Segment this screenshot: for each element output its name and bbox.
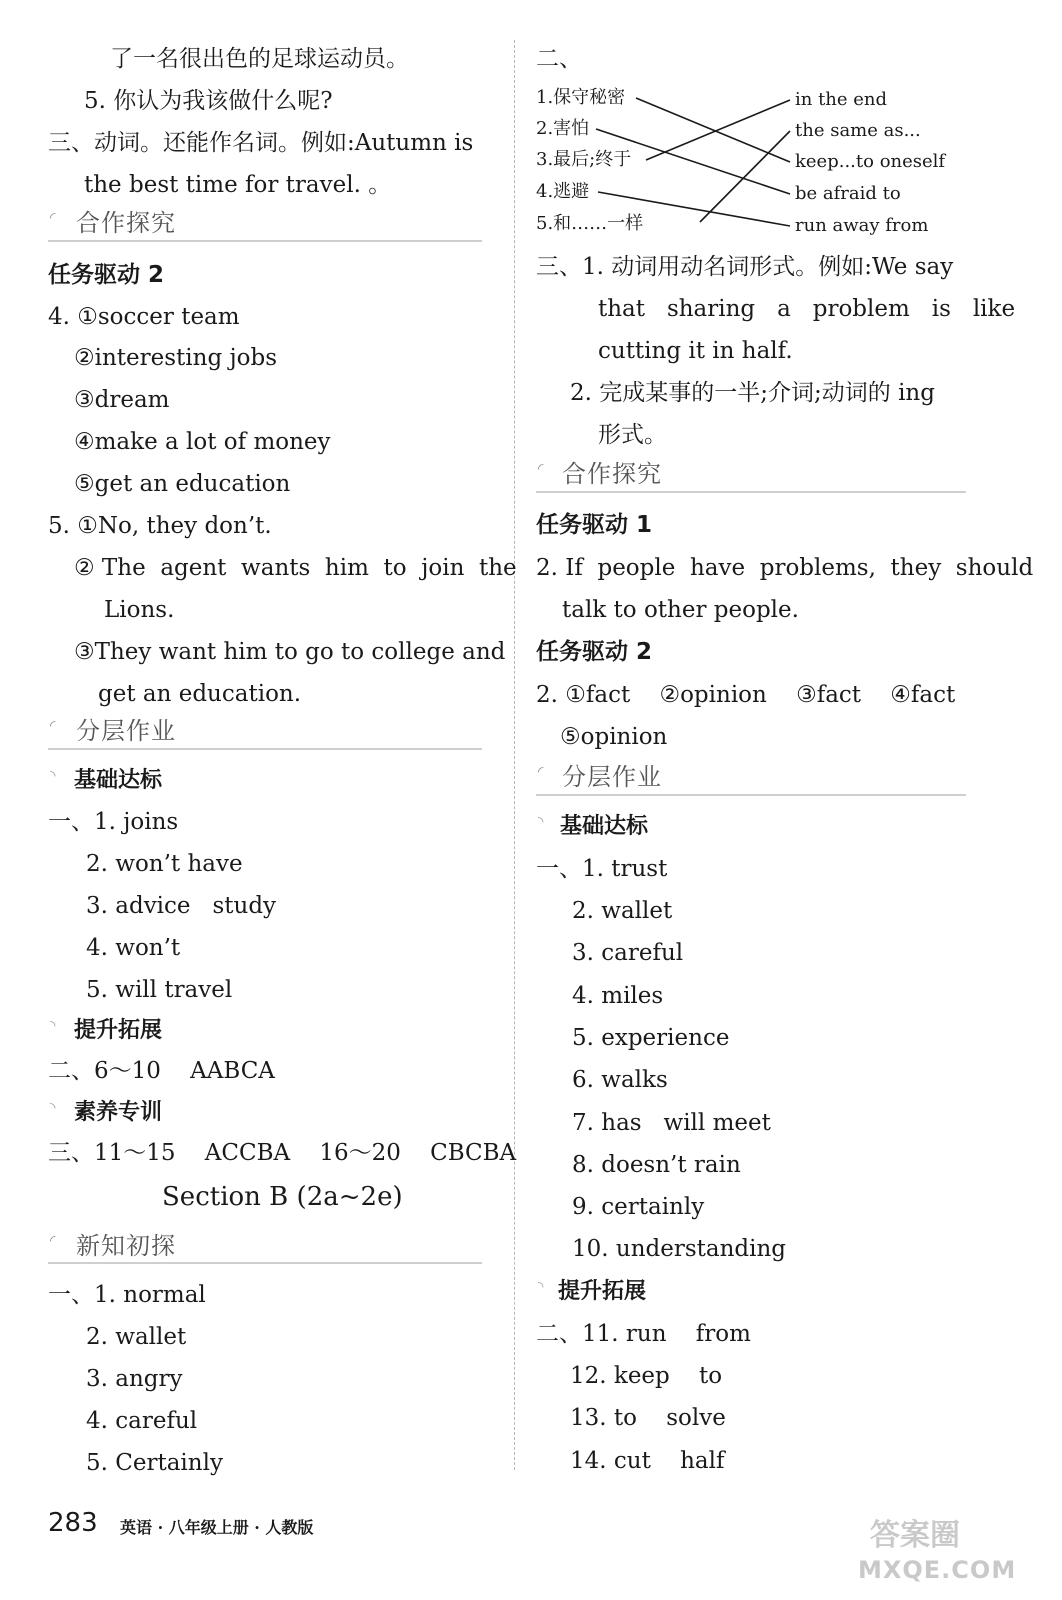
page-number: 283 xyxy=(48,1508,98,1538)
answer-line: 4. won’t xyxy=(86,935,181,961)
answer-line: 4. miles xyxy=(572,983,664,1009)
subsection-heading-extend: 提升拓展 xyxy=(558,1279,647,1304)
subsection-marker-icon: ◝ xyxy=(50,1018,56,1034)
text-line: 三、动词。还能作名词。例如:Autumn is xyxy=(48,130,474,156)
answer-line: 二、6～10 AABCA xyxy=(48,1058,275,1084)
answer-line: ⑤opinion xyxy=(560,724,668,750)
answer-line: 5. experience xyxy=(572,1025,730,1051)
answer-line: 7. has will meet xyxy=(572,1110,771,1136)
answer-line: ③They want him to go to college and xyxy=(74,639,506,665)
subsection-heading-basic: 基础达标 xyxy=(560,814,649,839)
watermark-logo: 答案圈 xyxy=(870,1518,960,1553)
answer-line: 三、11～15 ACCBA 16～20 CBCBA xyxy=(48,1140,517,1166)
answer-line: 2. wallet xyxy=(86,1324,187,1350)
section-marker-icon: ◜ xyxy=(50,1233,56,1249)
match-right-item: the same as... xyxy=(795,120,921,141)
subsection-heading-special: 素养专训 xyxy=(74,1100,163,1125)
match-right-item: in the end xyxy=(795,89,888,110)
answer-line: 5. will travel xyxy=(86,977,233,1003)
section-marker-icon: ◜ xyxy=(538,764,544,780)
section-rule xyxy=(536,794,966,796)
section-heading-cooperate: 合作探究 xyxy=(562,460,662,488)
section-marker-icon: ◜ xyxy=(50,210,56,226)
section-heading-homework: 分层作业 xyxy=(562,763,662,791)
subsection-heading-basic: 基础达标 xyxy=(74,768,163,793)
answer-line: 形式。 xyxy=(598,422,667,448)
answer-line: ⑤get an education xyxy=(74,471,291,497)
answer-line: 3. angry xyxy=(86,1366,183,1392)
match-left-item: 5.和……一样 xyxy=(536,213,644,234)
section-marker-icon: ◜ xyxy=(50,718,56,734)
answer-line: 2. won’t have xyxy=(86,851,243,877)
answer-line: 一、1. normal xyxy=(48,1282,206,1308)
answer-line: 5. ①No, they don’t. xyxy=(48,513,272,539)
subsection-heading-extend: 提升拓展 xyxy=(74,1018,163,1043)
answer-line: 2. wallet xyxy=(572,898,673,924)
answer-line: 4. careful xyxy=(86,1408,198,1434)
matching-lines xyxy=(0,0,1062,260)
match-line xyxy=(598,192,790,226)
answer-line: 2. If people have problems, they should xyxy=(536,555,1034,581)
watermark-url: MXQE.COM xyxy=(858,1556,1017,1584)
answer-line: cutting it in half. xyxy=(598,338,793,364)
match-line xyxy=(636,98,790,162)
answer-line: 14. cut half xyxy=(570,1448,725,1474)
task-heading: 任务驱动 2 xyxy=(536,639,653,665)
task-heading: 任务驱动 2 xyxy=(48,262,165,288)
section-rule xyxy=(48,1262,482,1264)
answer-line: that sharing a problem is like xyxy=(598,296,1016,322)
match-line xyxy=(700,131,790,222)
answer-line: Lions. xyxy=(104,597,175,623)
answer-line: 2. 完成某事的一半;介词;动词的 ing xyxy=(570,380,935,406)
match-left-item: 2.害怕 xyxy=(536,118,590,139)
answer-line: 三、1. 动词用动名词形式。例如:We say xyxy=(536,254,954,280)
answer-line: 2. ①fact ②opinion ③fact ④fact xyxy=(536,682,956,708)
answer-line: ② The agent wants him to join the xyxy=(74,555,517,581)
answer-line: 3. careful xyxy=(572,940,684,966)
book-title: 英语 · 八年级上册 · 人教版 xyxy=(120,1518,314,1537)
answer-line: 6. walks xyxy=(572,1067,668,1093)
answer-line: 12. keep to xyxy=(570,1363,723,1389)
answer-line: 4. ①soccer team xyxy=(48,304,240,330)
answer-line: 5. Certainly xyxy=(86,1450,223,1476)
section-heading-homework: 分层作业 xyxy=(76,717,176,745)
match-line xyxy=(646,100,790,160)
match-left-item: 4.逃避 xyxy=(536,181,590,202)
subsection-marker-icon: ◝ xyxy=(538,814,544,830)
section-heading-cooperate: 合作探究 xyxy=(76,209,176,237)
section-rule xyxy=(48,748,482,750)
answer-line: talk to other people. xyxy=(562,597,799,623)
text-line: 5. 你认为我该做什么呢? xyxy=(84,88,333,114)
answer-line: 10. understanding xyxy=(572,1236,787,1262)
text-line: the best time for travel. 。 xyxy=(84,172,392,198)
answer-line: ③dream xyxy=(74,387,170,413)
section-marker-icon: ◜ xyxy=(538,461,544,477)
answer-line: 3. advice study xyxy=(86,893,277,919)
answer-line: 一、1. trust xyxy=(536,856,668,882)
answer-line: 8. doesn’t rain xyxy=(572,1152,741,1178)
answer-line: 13. to solve xyxy=(570,1405,726,1431)
match-left-item: 3.最后;终于 xyxy=(536,149,632,170)
answer-line: ②interesting jobs xyxy=(74,345,278,371)
match-left-item: 1.保守秘密 xyxy=(536,87,626,108)
answer-line: 二、11. run from xyxy=(536,1321,751,1347)
match-right-item: run away from xyxy=(795,215,929,236)
match-right-item: be afraid to xyxy=(795,183,901,204)
subsection-marker-icon: ◝ xyxy=(50,1100,56,1116)
section-heading-new: 新知初探 xyxy=(76,1232,176,1260)
text-line: 二、 xyxy=(536,46,582,72)
section-rule xyxy=(536,491,966,493)
match-right-item: keep...to oneself xyxy=(795,151,946,172)
answer-line: get an education. xyxy=(98,681,302,707)
answer-line: 一、1. joins xyxy=(48,809,179,835)
task-heading: 任务驱动 1 xyxy=(536,512,653,538)
answer-line: 9. certainly xyxy=(572,1194,705,1220)
section-title: Section B (2a~2e) xyxy=(162,1182,403,1212)
text-line: 了一名很出色的足球运动员。 xyxy=(110,46,409,72)
subsection-marker-icon: ◝ xyxy=(538,1279,544,1295)
answer-line: ④make a lot of money xyxy=(74,429,331,455)
subsection-marker-icon: ◝ xyxy=(50,768,56,784)
